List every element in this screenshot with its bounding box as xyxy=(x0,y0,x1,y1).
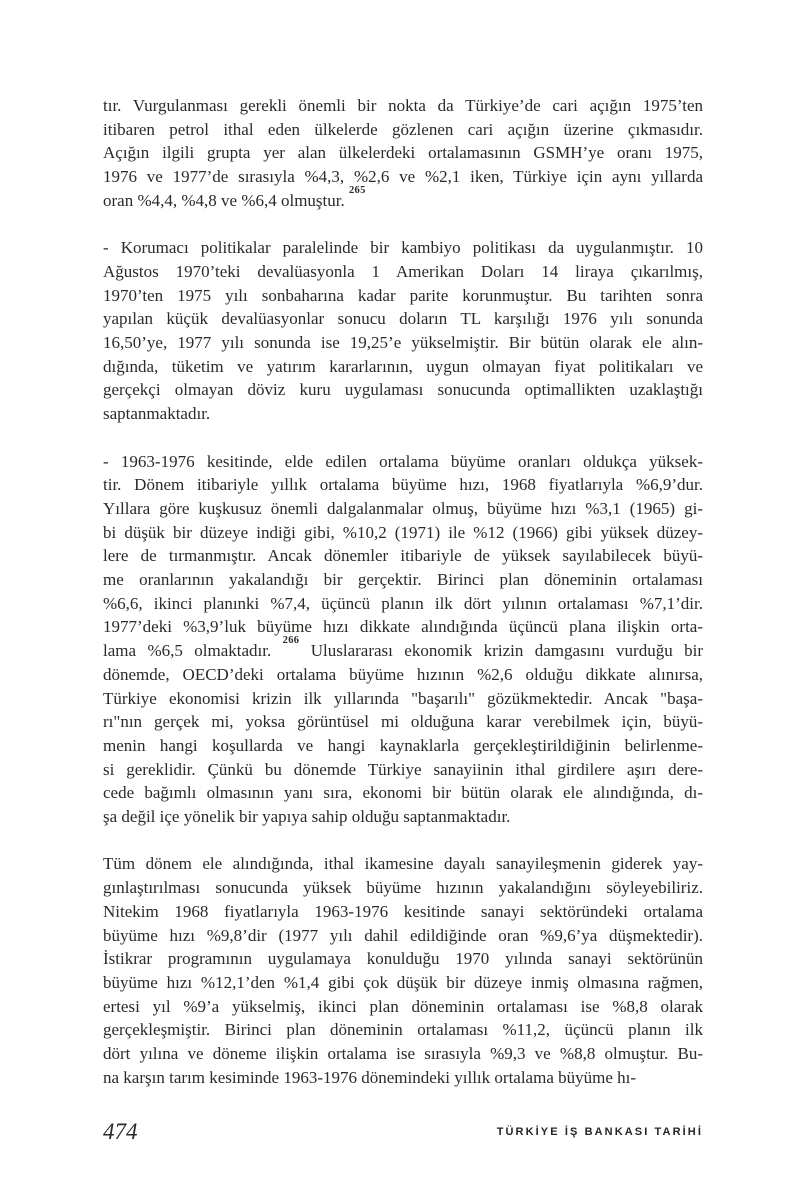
text-line: lama %6,5 olmaktadır. $^{266}$ Uluslararası ekonomik krizin damgasını vurduğu bir xyxy=(103,635,704,661)
text-line: 16,50’ye, 1977 yılı sonunda ise 19,25’e yükselmiştir. Bir bütün olarak ele alın- xyxy=(103,333,703,353)
text-line: - Korumacı politikalar paralelinde bir kambiyo politikası da uygulanmıştır. 10 xyxy=(103,238,703,258)
text-line: dönemde, OECD’deki ortalama büyüme hızının %2,6 olduğu dikkate alınırsa, xyxy=(103,664,703,684)
footnote-marker: 265 xyxy=(349,185,366,197)
text-line: oran %4,4, %4,8 ve %6,4 olmuştur. $^{265}$ xyxy=(103,185,366,210)
text-line: büyüme hızı %12,1’den %1,4 gibi çok düşük bir düzeye inmiş olmasına rağmen, xyxy=(103,972,703,992)
body-text xyxy=(103,94,703,1113)
text-line: si gereklidir. Çünkü bu dönemde Türkiye sanayiinin ithal girdilere aşırı dere- xyxy=(103,759,703,779)
text-line: Türkiye ekonomisi krizin ilk yıllarında "başarılı" gözükmektedir. Ancak "başa- xyxy=(103,688,703,708)
page-footer xyxy=(103,1120,703,1143)
text-line: Açığın ilgili grupta yer alan ülkelerdeki ortalamasının GSMH’ye oranı 1975, xyxy=(103,143,703,163)
text-line: 1976 ve 1977’de sırasıyla %4,3, %2,6 ve %2,1 iken, Türkiye için aynı yıllarda xyxy=(103,167,703,187)
text-line: dığında, tüketim ve yatırım kararlarının, uygun olmayan fiyat politikaları ve xyxy=(103,356,703,376)
text-line: 1970’ten 1975 yılı sonbaharına kadar parite korunmuştur. Bu tarihten sonra xyxy=(103,285,703,305)
text-line: na karşın tarım kesiminde 1963-1976 dönemindeki yıllık ortalama büyüme hı- xyxy=(103,1067,637,1087)
text-line: dört yılına ve döneme ilişkin ortalama ise sırasıyla %9,3 ve %8,8 olmuştur. Bu- xyxy=(103,1044,703,1064)
text-line: gerçekleşmiştir. Birinci plan döneminin ortalaması %11,2, üçüncü planın ilk xyxy=(103,1020,703,1040)
text-line: ertesi yıl %9’a yükselmiş, ikinci plan döneminin ortalaması ise %8,8 olarak xyxy=(103,996,703,1016)
text-line: Tüm dönem ele alındığında, ithal ikamesine dayalı sanayileşmenin giderek yay- xyxy=(103,854,703,874)
text-line: lere de tırmanmıştır. Ancak dönemler itibariyle de yüksek sayılabilecek büyü- xyxy=(103,546,703,566)
text-line: bi düşük bir düzeye indiği gibi, %10,2 (1971) ile %12 (1966) gibi yüksek düzey- xyxy=(103,522,703,542)
text-line: cede bağımlı olmasının yanı sıra, ekonomi bir bütün olarak ele alındığında, dı- xyxy=(103,783,703,803)
paragraph xyxy=(103,236,703,426)
page-number: 474 xyxy=(103,1119,138,1144)
text-line: gınlaştırılması sonucunda yüksek büyüme hızının yakalandığını söyleyebiliriz. xyxy=(103,878,703,898)
text-line: rı"nın gerçek mi, yoksa görüntüsel mi olduğuna karar verebilmek için, büyü- xyxy=(103,712,703,732)
text-line: gerçekçi olmayan döviz kuru uygulaması sonucunda optimallikten uzaklaştığı xyxy=(103,380,703,400)
paragraph xyxy=(103,450,703,829)
text-line: itibaren petrol ithal eden ülkelerde gözlenen cari açığın üzerine çıkmasıdır. xyxy=(103,119,703,139)
text-line: Ağustos 1970’teki devalüasyonla 1 Amerikan Doları 14 liraya çıkarılmış, xyxy=(103,261,703,281)
text-line: %6,6, ikinci planınki %7,4, üçüncü planın ilk dört yılının ortalaması %7,1’dir. xyxy=(103,593,703,613)
text-line: Nitekim 1968 fiyatlarıyla 1963-1976 kesitinde sanayi sektöründeki ortalama xyxy=(103,901,703,921)
text-line: me oranlarının yakalandığı bir gerçektir. Birinci plan döneminin ortalaması xyxy=(103,570,703,590)
paragraph xyxy=(103,852,703,1089)
text-line: İstikrar programının uygulamaya konulduğu 1970 yılında sanayi sektörünün xyxy=(103,949,703,969)
text-line: Yıllara göre kuşkusuz önemli dalgalanmalar olmuş, büyüme hızı %3,1 (1965) gi- xyxy=(103,498,703,518)
text-line: tır. Vurgulanması gerekli önemli bir nokta da Türkiye’de cari açığın 1975’ten xyxy=(103,96,703,115)
text-line: - 1963-1976 kesitinde, elde edilen ortalama büyüme oranları oldukça yüksek- xyxy=(103,451,703,471)
running-title: TÜRKİYE İŞ BANKASI TARİHİ xyxy=(496,1126,703,1138)
paragraph xyxy=(103,94,703,213)
text-line: büyüme hızı %9,8’dir (1977 yılı dahil edildiğinde oran %9,6’ya düşmektedir). xyxy=(103,925,703,945)
text-line: yapılan küçük devalüasyonlar sonucu doların TL karşılığı 1976 yılı sonunda xyxy=(103,309,703,329)
text-line: tir. Dönem itibariyle yıllık ortalama büyüme hızı, 1968 fiyatlarıyla %6,9’dur. xyxy=(103,475,703,495)
text-line: 1977’deki %3,9’luk büyüme hızı dikkate alındığında üçüncü plana ilişkin orta- xyxy=(103,617,703,637)
text-line: menin hangi koşullarda ve hangi kaynaklarla gerçekleştirildiğinin belirlenme- xyxy=(103,735,703,755)
text-line: saptanmaktadır. xyxy=(103,404,211,424)
text-line: şa değil içe yönelik bir yapıya sahip olduğu saptanmaktadır. xyxy=(103,807,511,827)
footnote-marker: 266 xyxy=(282,635,300,647)
